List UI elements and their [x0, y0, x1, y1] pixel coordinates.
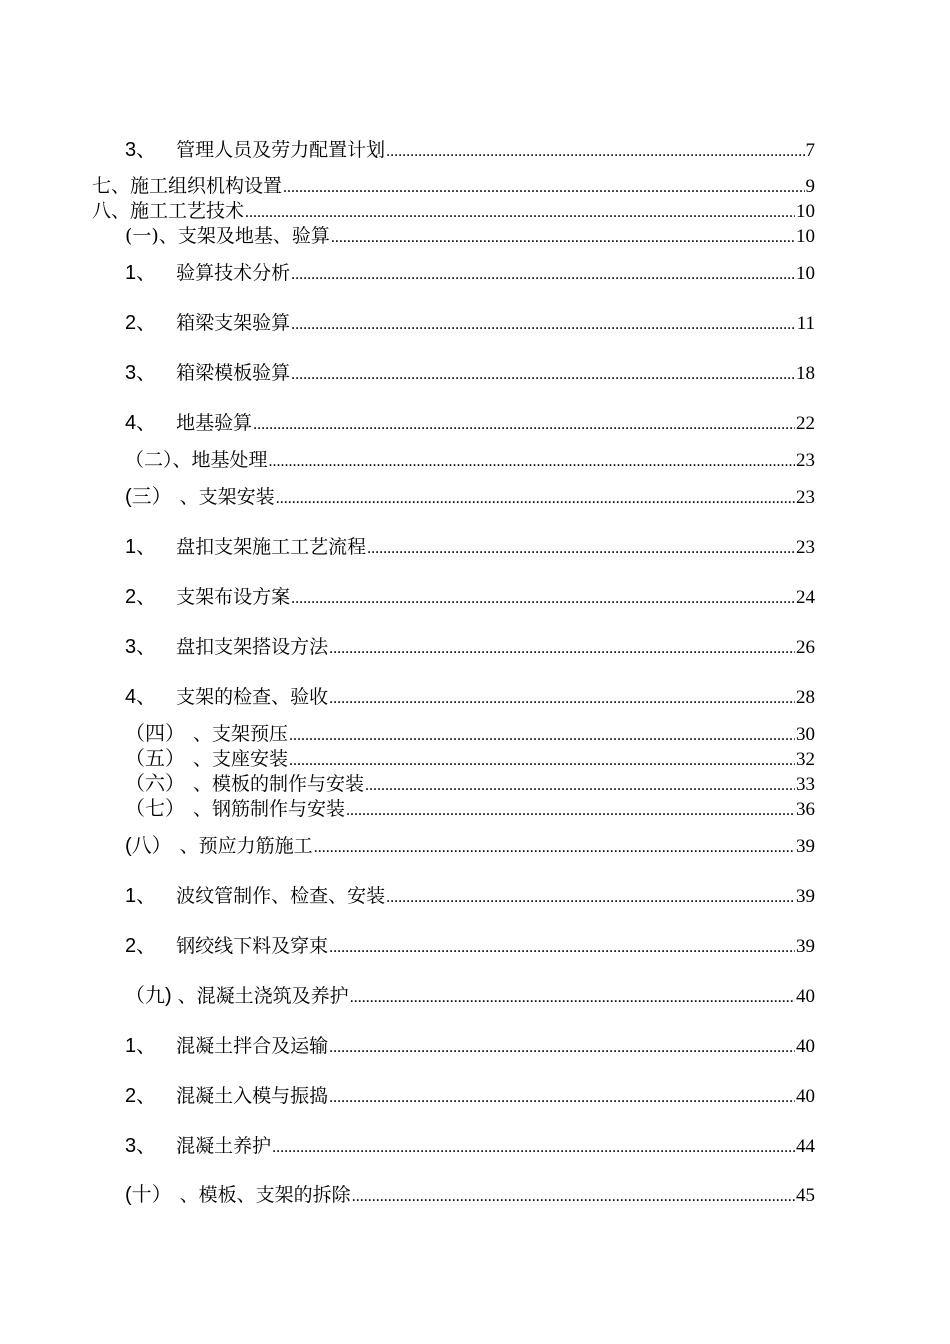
toc-entry-title: 、钢筋制作与安装 — [193, 798, 346, 820]
toc-entry-title: 箱梁模板验算 — [176, 362, 291, 384]
toc-entry-page: 40 — [796, 1036, 815, 1057]
toc-entry-number: (十） — [125, 1184, 172, 1206]
toc-entry — [125, 224, 815, 250]
toc-entry-number: （九) — [125, 985, 172, 1007]
toc-entry — [125, 685, 815, 711]
toc-entry-title: 盘扣支架施工工艺流程 — [176, 536, 367, 558]
toc-leader-dots — [253, 413, 795, 437]
toc-leader-dots — [329, 637, 795, 661]
toc-entry-title: 八、施工工艺技术 — [92, 200, 245, 222]
toc-leader-dots — [245, 201, 795, 225]
toc-entry — [125, 747, 815, 773]
toc-entry — [125, 984, 815, 1010]
toc-entry-title: (一)、支架及地基、验算 — [125, 225, 330, 247]
toc-entry-title: 管理人员及劳力配置计划 — [176, 139, 386, 161]
toc-entry-number: 3、 — [125, 636, 157, 658]
toc-entry-page: 40 — [796, 986, 815, 1007]
toc-leader-dots — [352, 1185, 795, 1209]
toc-entry-page: 10 — [796, 263, 815, 284]
toc-entry — [125, 361, 815, 387]
toc-entry-number: 1、 — [125, 536, 157, 558]
toc-entry-number: 2、 — [125, 1085, 157, 1107]
toc-entry — [125, 585, 815, 611]
toc-entry-page: 26 — [796, 637, 815, 658]
toc-entry-number: 1、 — [125, 885, 157, 907]
toc-entry-number: （七） — [125, 798, 185, 820]
toc-entry-page: 28 — [796, 687, 815, 708]
toc-entry-title: 、模板的制作与安装 — [193, 773, 365, 795]
toc-entry-page: 39 — [796, 886, 815, 907]
toc-entry-title: 波纹管制作、检查、安装 — [176, 885, 386, 907]
toc-entry-number: 3、 — [125, 139, 157, 161]
toc-entry — [125, 635, 815, 661]
toc-leader-dots — [365, 774, 795, 798]
toc-entry-number: 2、 — [125, 935, 157, 957]
toc-entry-page: 44 — [796, 1136, 815, 1157]
toc-entry-title: 、支架安装 — [179, 486, 275, 508]
toc-leader-dots — [291, 363, 795, 387]
toc-entry-title: 混凝土养护 — [176, 1135, 272, 1157]
toc-entry-page: 11 — [796, 313, 815, 334]
toc-entry-page: 23 — [796, 487, 815, 508]
toc-entry-number: 4、 — [125, 686, 157, 708]
toc-entry-page: 45 — [796, 1185, 815, 1206]
toc-entry-title: 钢绞线下料及穿束 — [176, 935, 329, 957]
toc-entry-page: 18 — [796, 363, 815, 384]
toc-entry-title: 箱梁支架验算 — [176, 312, 291, 334]
toc-entry-title: 、模板、支架的拆除 — [179, 1184, 351, 1206]
toc-entry-page: 7 — [805, 140, 815, 161]
toc-entry-title: （二）、地基处理 — [125, 449, 268, 471]
toc-leader-dots — [276, 487, 795, 511]
toc-leader-dots — [386, 886, 795, 910]
toc-leader-dots — [329, 1086, 795, 1110]
toc-entry — [125, 138, 815, 164]
toc-entry — [125, 1084, 815, 1110]
toc-entry-page: 23 — [796, 537, 815, 558]
toc-entry — [125, 1134, 815, 1160]
toc-entry — [125, 411, 815, 437]
toc-leader-dots — [291, 313, 796, 337]
toc-entry — [125, 722, 815, 748]
toc-entry-number: （四） — [125, 723, 185, 745]
toc-entry — [92, 199, 815, 225]
toc-entry-page: 24 — [796, 587, 815, 608]
toc-entry-page: 39 — [796, 936, 815, 957]
toc-entry — [125, 1034, 815, 1060]
toc-entry-title: 盘扣支架搭设方法 — [176, 636, 329, 658]
toc-entry — [125, 884, 815, 910]
toc-entry-page: 32 — [796, 749, 815, 770]
toc-leader-dots — [314, 836, 795, 860]
toc-leader-dots — [272, 1136, 795, 1160]
toc-leader-dots — [289, 724, 795, 748]
toc-entry — [125, 261, 815, 287]
toc-entry — [125, 485, 815, 511]
toc-entry-page: 30 — [796, 724, 815, 745]
toc-leader-dots — [283, 176, 804, 200]
toc-entry-number: (三） — [125, 486, 172, 508]
toc-entry-title: 地基验算 — [176, 412, 253, 434]
toc-entry-number: 3、 — [125, 362, 157, 384]
toc-entry-title: 混凝土入模与振捣 — [176, 1085, 329, 1107]
toc-leader-dots — [350, 986, 795, 1010]
toc-entry-number: 2、 — [125, 312, 157, 334]
toc-leader-dots — [329, 1036, 795, 1060]
toc-entry — [125, 1183, 815, 1209]
toc-entry-title: 、支架预压 — [193, 723, 289, 745]
toc-leader-dots — [289, 749, 795, 773]
toc-entry — [92, 174, 815, 200]
toc-leader-dots — [331, 226, 795, 250]
toc-entry-page: 23 — [796, 450, 815, 471]
toc-entry-title: 、支座安装 — [193, 748, 289, 770]
toc-entry-title: 验算技术分析 — [176, 262, 291, 284]
toc-leader-dots — [291, 263, 795, 287]
toc-leader-dots — [386, 140, 804, 164]
toc-entry-page: 22 — [796, 413, 815, 434]
toc-entry — [125, 772, 815, 798]
toc-entry-title: 、混凝土浇筑及养护 — [177, 985, 349, 1007]
toc-entry-number: 4、 — [125, 412, 157, 434]
toc-leader-dots — [329, 936, 795, 960]
toc-entry-number: (八） — [125, 835, 172, 857]
toc-entry-number: 3、 — [125, 1135, 157, 1157]
toc-entry — [125, 834, 815, 860]
toc-entry-number: （五） — [125, 748, 185, 770]
toc-entry-title: 混凝土拌合及运输 — [176, 1035, 329, 1057]
toc-entry-page: 10 — [796, 201, 815, 222]
toc-entry-title: 七、施工组织机构设置 — [92, 175, 283, 197]
toc-entry-page: 9 — [805, 176, 815, 197]
toc-entry-title: 、预应力筋施工 — [179, 835, 313, 857]
toc-entry-number: 1、 — [125, 1035, 157, 1057]
toc-entry — [125, 535, 815, 561]
toc-entry — [125, 797, 815, 823]
toc-entry-title: 支架布设方案 — [176, 586, 291, 608]
toc-entry-page: 33 — [796, 774, 815, 795]
toc-leader-dots — [367, 537, 795, 561]
toc-leader-dots — [291, 587, 795, 611]
toc-entry-number: （六） — [125, 773, 185, 795]
toc-entry-page: 40 — [796, 1086, 815, 1107]
toc-entry — [125, 311, 815, 337]
toc-entry — [125, 934, 815, 960]
toc-leader-dots — [329, 687, 795, 711]
toc-leader-dots — [346, 799, 795, 823]
toc-entry-page: 39 — [796, 836, 815, 857]
toc-entry — [125, 448, 815, 474]
toc-entry-title: 支架的检查、验收 — [176, 686, 329, 708]
toc-entry-page: 36 — [796, 799, 815, 820]
toc-entry-number: 1、 — [125, 262, 157, 284]
toc-leader-dots — [269, 450, 795, 474]
toc-entry-number: 2、 — [125, 586, 157, 608]
toc-entry-page: 10 — [796, 226, 815, 247]
